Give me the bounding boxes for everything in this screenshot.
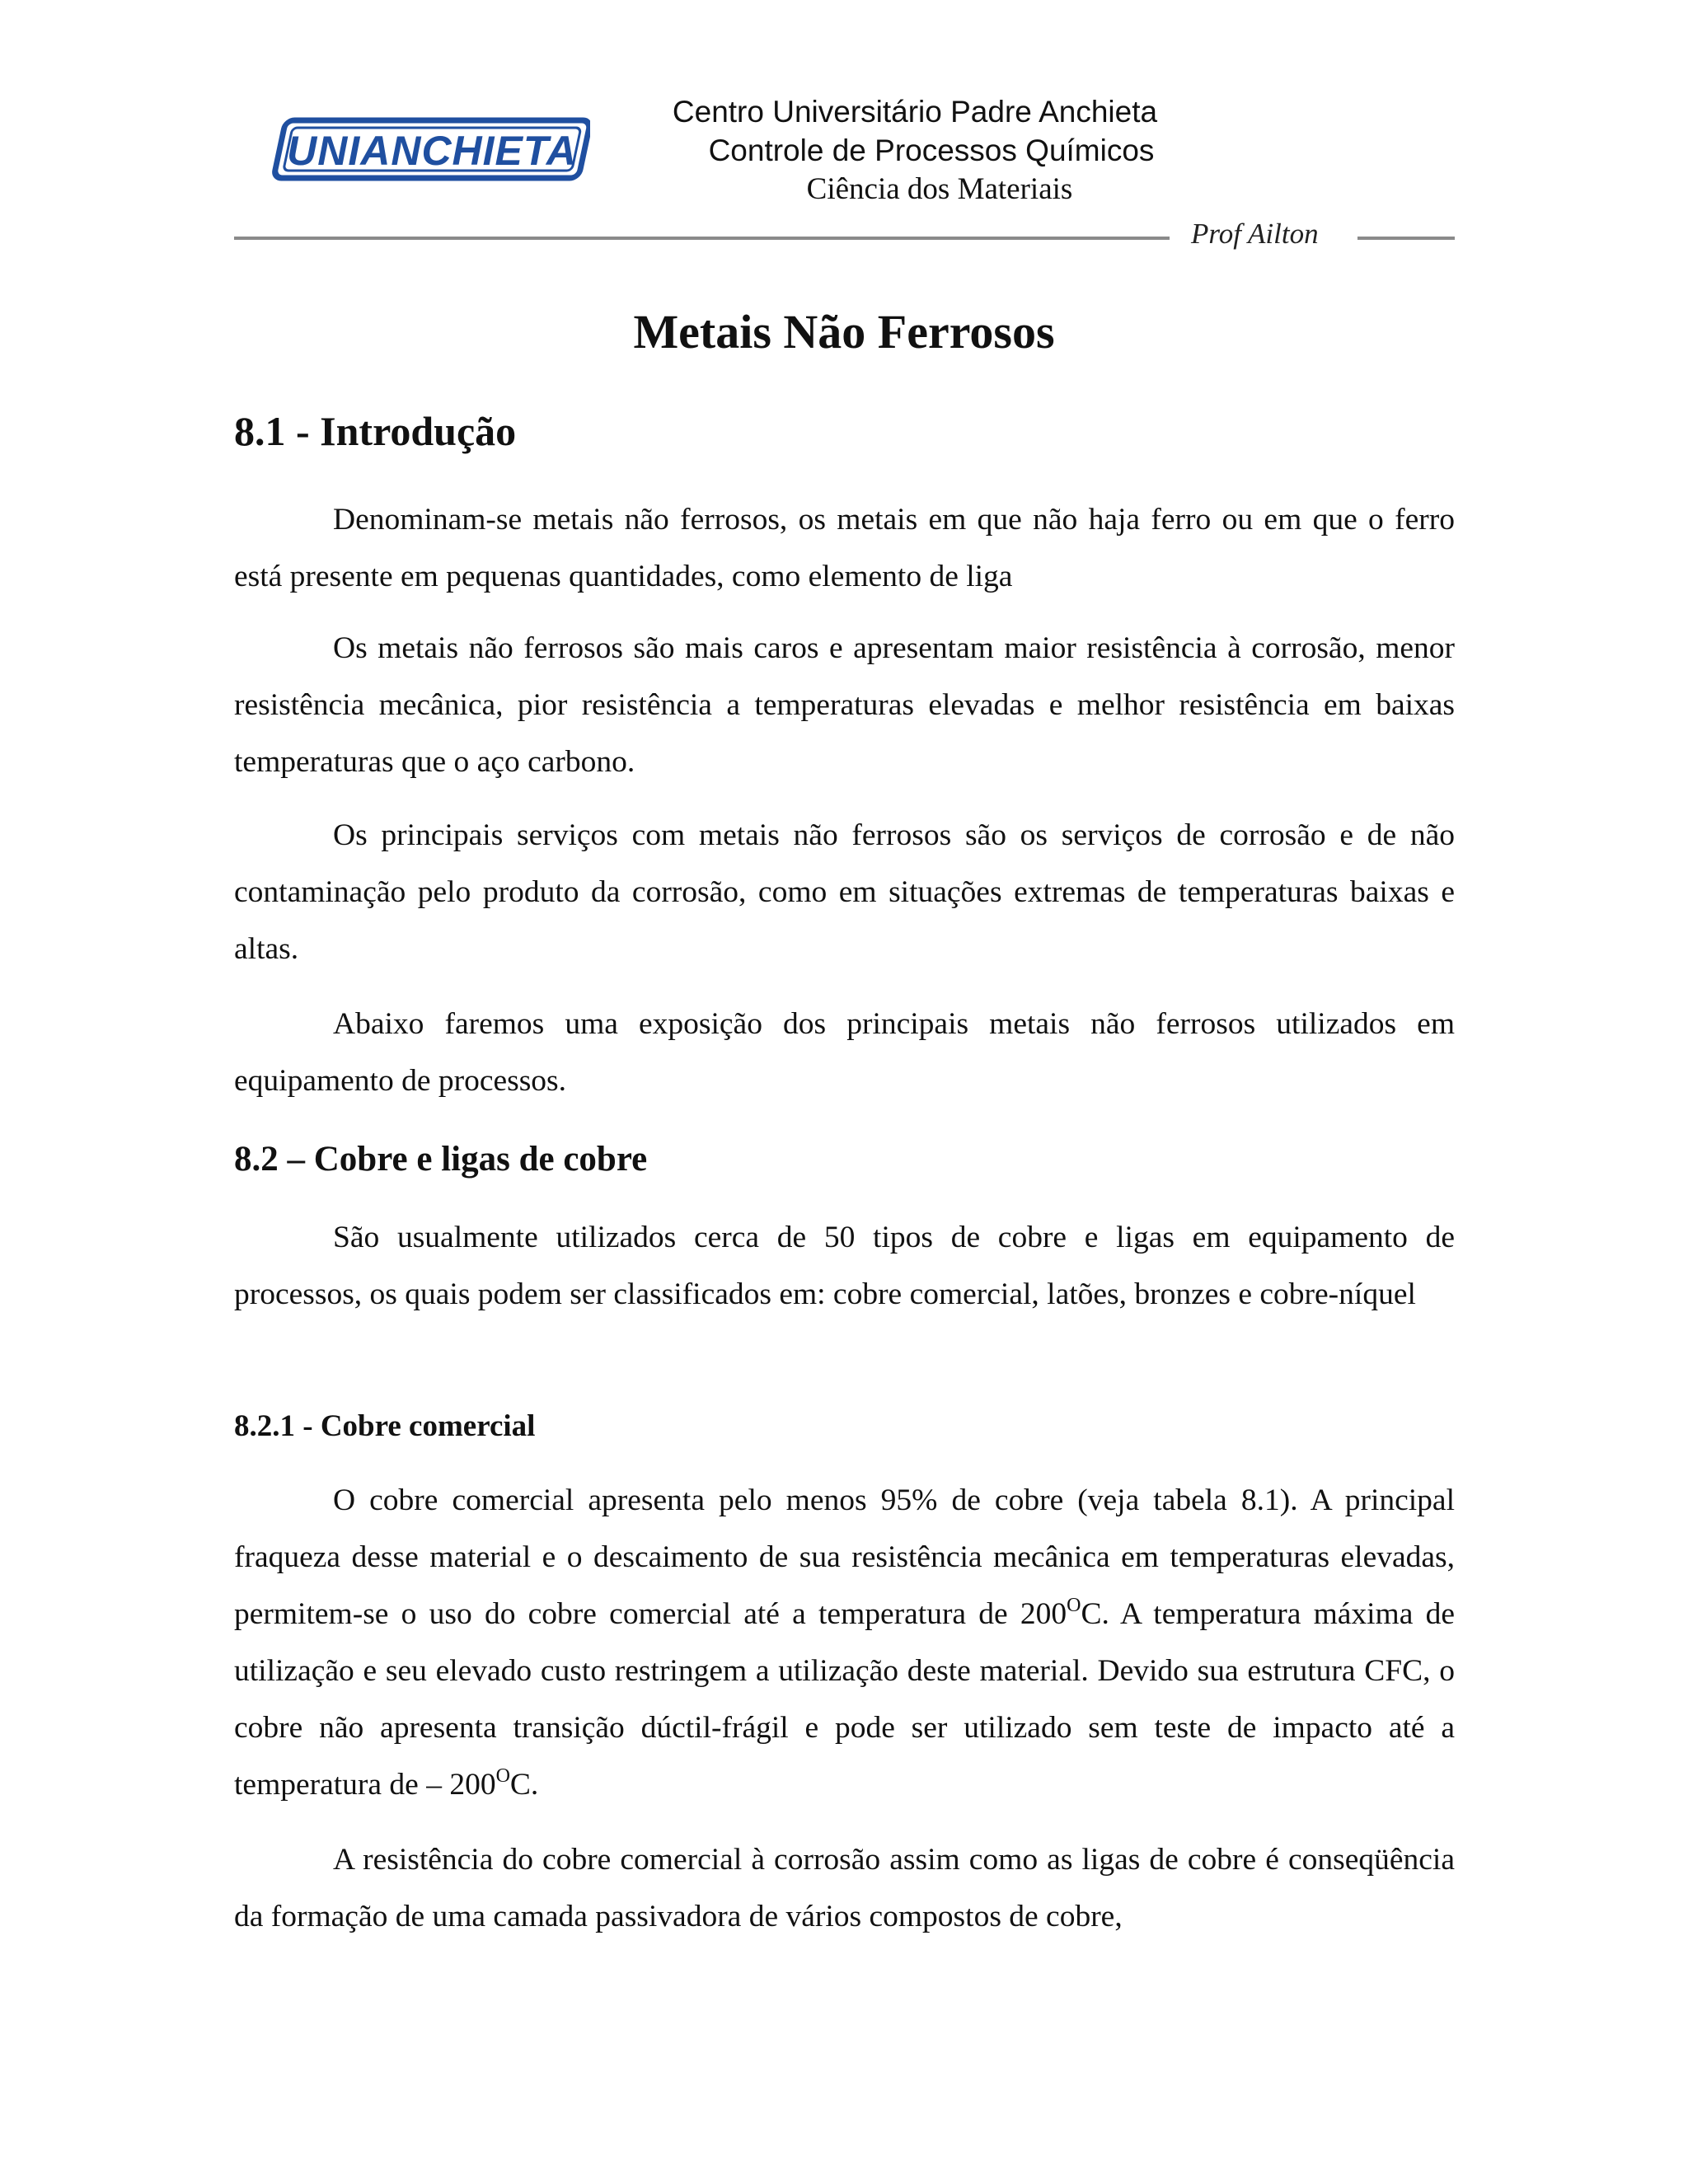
header-rule-right <box>1357 237 1455 240</box>
paragraph-intro-3: Os principais serviços com metais não ferrosos são os serviços de corrosão e de não contaminação pelo produto da corrosão, como em situações extremas de temperaturas baixas e altas. <box>234 818 1455 966</box>
degree-superscript: O <box>495 1765 510 1787</box>
degree-superscript: O <box>1067 1594 1081 1616</box>
paragraph-intro-1: Denominam-se metais não ferrosos, os metais em que não haja ferro ou em que o ferro está presente em pequenas quantidades, como elemento de liga <box>234 503 1455 593</box>
document-title: Metais Não Ferrosos <box>633 305 1055 359</box>
header-rule-left <box>234 237 1170 240</box>
section-heading-8-2-1: 8.2.1 - Cobre comercial <box>234 1409 536 1443</box>
paragraph-commercial-copper-2: A resistência do cobre comercial à corrosão assim como as ligas de cobre é conseqüência da formação de uma camada passivadora de vários compostos de cobre, <box>234 1843 1455 1933</box>
course-name: Controle de Processos Químicos <box>708 134 1155 167</box>
professor-name: Prof Ailton <box>1191 218 1319 250</box>
section-heading-8-2: 8.2 – Cobre e ligas de cobre <box>234 1140 648 1179</box>
unianchieta-logo <box>269 115 590 183</box>
paragraph-intro-4: Abaixo faremos uma exposição dos principais metais não ferrosos utilizados em equipamento de processos. <box>234 1007 1455 1098</box>
subject-name: Ciência dos Materiais <box>806 172 1073 206</box>
paragraph-copper-1: São usualmente utilizados cerca de 50 tipos de cobre e ligas em equipamento de processos, os quais podem ser classificados em: cobre comercial, latões, bronzes e cobre-níquel <box>234 1221 1455 1311</box>
text-run: C. A temperatura máxima de utilização e seu elevado custo restringem a utilização deste material. Devido sua estrutura CFC, o cobre não apresenta transição dúctil-frágil e pode ser utilizado sem teste de impacto até a temperatura de – 200 <box>234 1597 1455 1802</box>
header-block <box>577 92 1236 209</box>
logo-lettering: UNIANCHIETA <box>287 128 577 174</box>
section-heading-8-1: 8.1 - Introdução <box>234 408 517 454</box>
paragraph-commercial-copper-1 <box>234 1472 1455 1813</box>
text-run: O cobre comercial apresenta pelo menos 95% de cobre (veja tabela 8.1). A principal fraqueza desse material e o descaimento de sua resistência mecânica em temperaturas elevadas, permitem-se o uso do cobre comercial até a temperatura de 200 <box>234 1483 1455 1631</box>
institution-name: Centro Universitário Padre Anchieta <box>672 95 1158 129</box>
paragraph-intro-2: Os metais não ferrosos são mais caros e apresentam maior resistência à corrosão, menor resistência mecânica, pior resistência a temperaturas elevadas e melhor resistência em baixas temperaturas que o aço carbono. <box>234 631 1455 779</box>
text-run: C. <box>509 1768 539 1802</box>
